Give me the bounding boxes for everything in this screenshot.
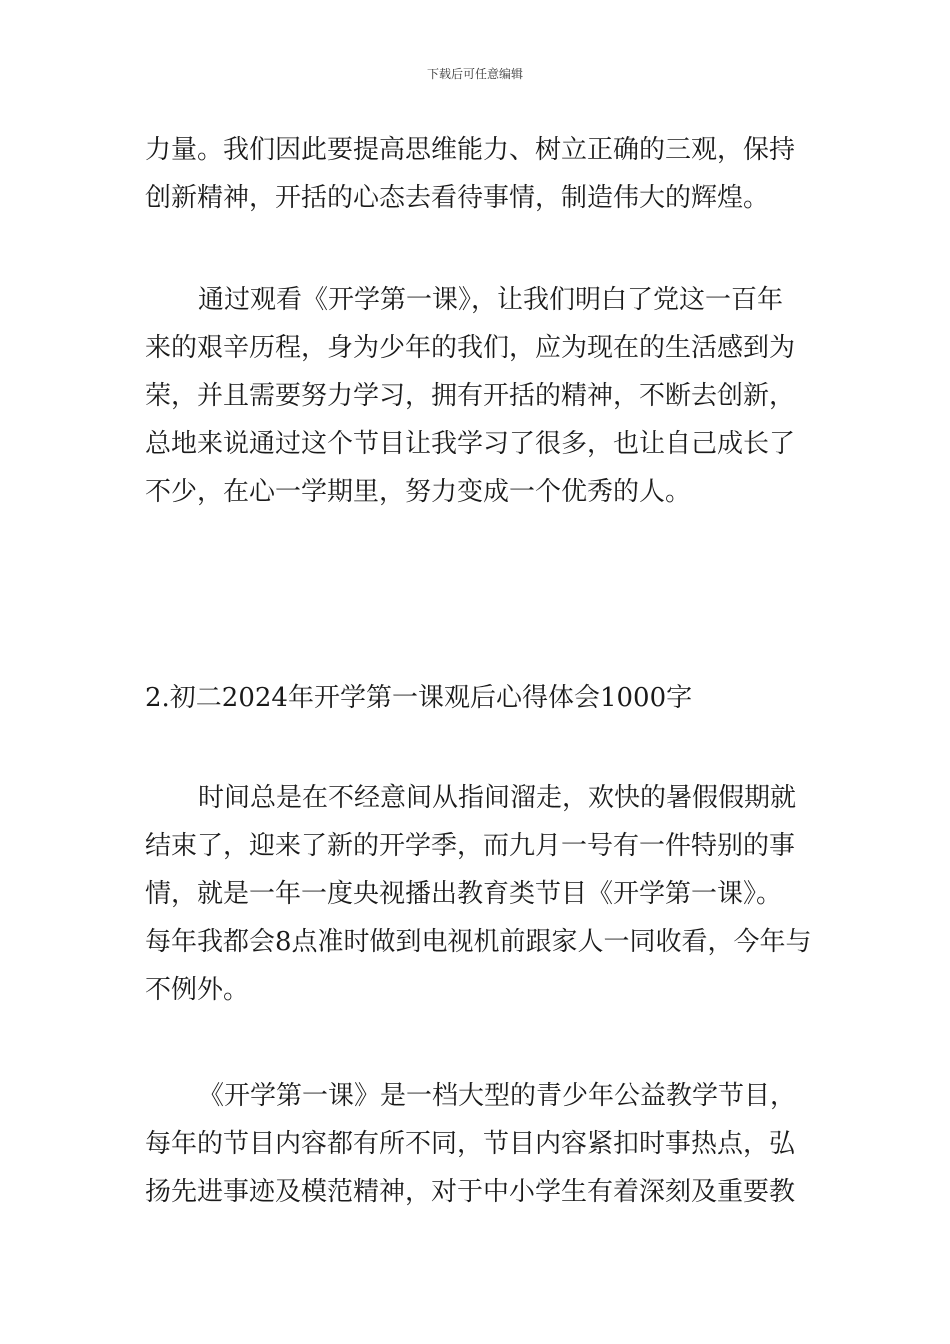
- text-line: 荣，并且需要努力学习，拥有开括的精神，不断去创新，: [145, 381, 796, 411]
- text-line: 通过观看《开学第一课》，让我们明白了党这一百年: [198, 285, 784, 315]
- paragraph-summary: [145, 276, 810, 516]
- text-line: 时间总是在不经意间从指间溜走，欢快的暑假假期就: [198, 783, 797, 813]
- text-line: 每年我都会8点准时做到电视机前跟家人一同收看，今年与: [145, 927, 812, 957]
- text-line: 结束了，迎来了新的开学季，而九月一号有一件特别的事: [145, 831, 796, 861]
- page-header: 下载后可任意编辑: [426, 67, 523, 81]
- section-heading: [145, 674, 810, 722]
- text-line: 来的艰辛历程，身为少年的我们，应为现在的生活感到为: [145, 333, 796, 363]
- text-line: 不少，在心一学期里，努力变成一个优秀的人。: [145, 477, 692, 507]
- paragraph-program: [145, 1072, 810, 1216]
- text-line: 不例外。: [145, 975, 250, 1005]
- paragraph-conclusion: [145, 126, 810, 222]
- text-line: 创新精神，开括的心态去看待事情，制造伟大的辉煌。: [145, 183, 770, 213]
- text-line: 总地来说通过这个节目让我学习了很多，也让自己成长了: [145, 429, 796, 459]
- paragraph-intro: [145, 774, 810, 1014]
- text-line: 扬先进事迹及模范精神，对于中小学生有着深刻及重要教: [145, 1177, 796, 1207]
- text-line: 情，就是一年一度央视播出教育类节目《开学第一课》。: [145, 879, 783, 909]
- text-line: 力量。我们因此要提高思维能力、树立正确的三观，保持: [145, 135, 796, 165]
- text-line: 《开学第一课》是一档大型的青少年公益教学节目，: [198, 1081, 797, 1111]
- section-title: 2.初二2024年开学第一课观后心得体会1000字: [145, 683, 693, 713]
- text-line: 每年的节目内容都有所不同，节目内容紧扣时事热点，弘: [145, 1129, 796, 1159]
